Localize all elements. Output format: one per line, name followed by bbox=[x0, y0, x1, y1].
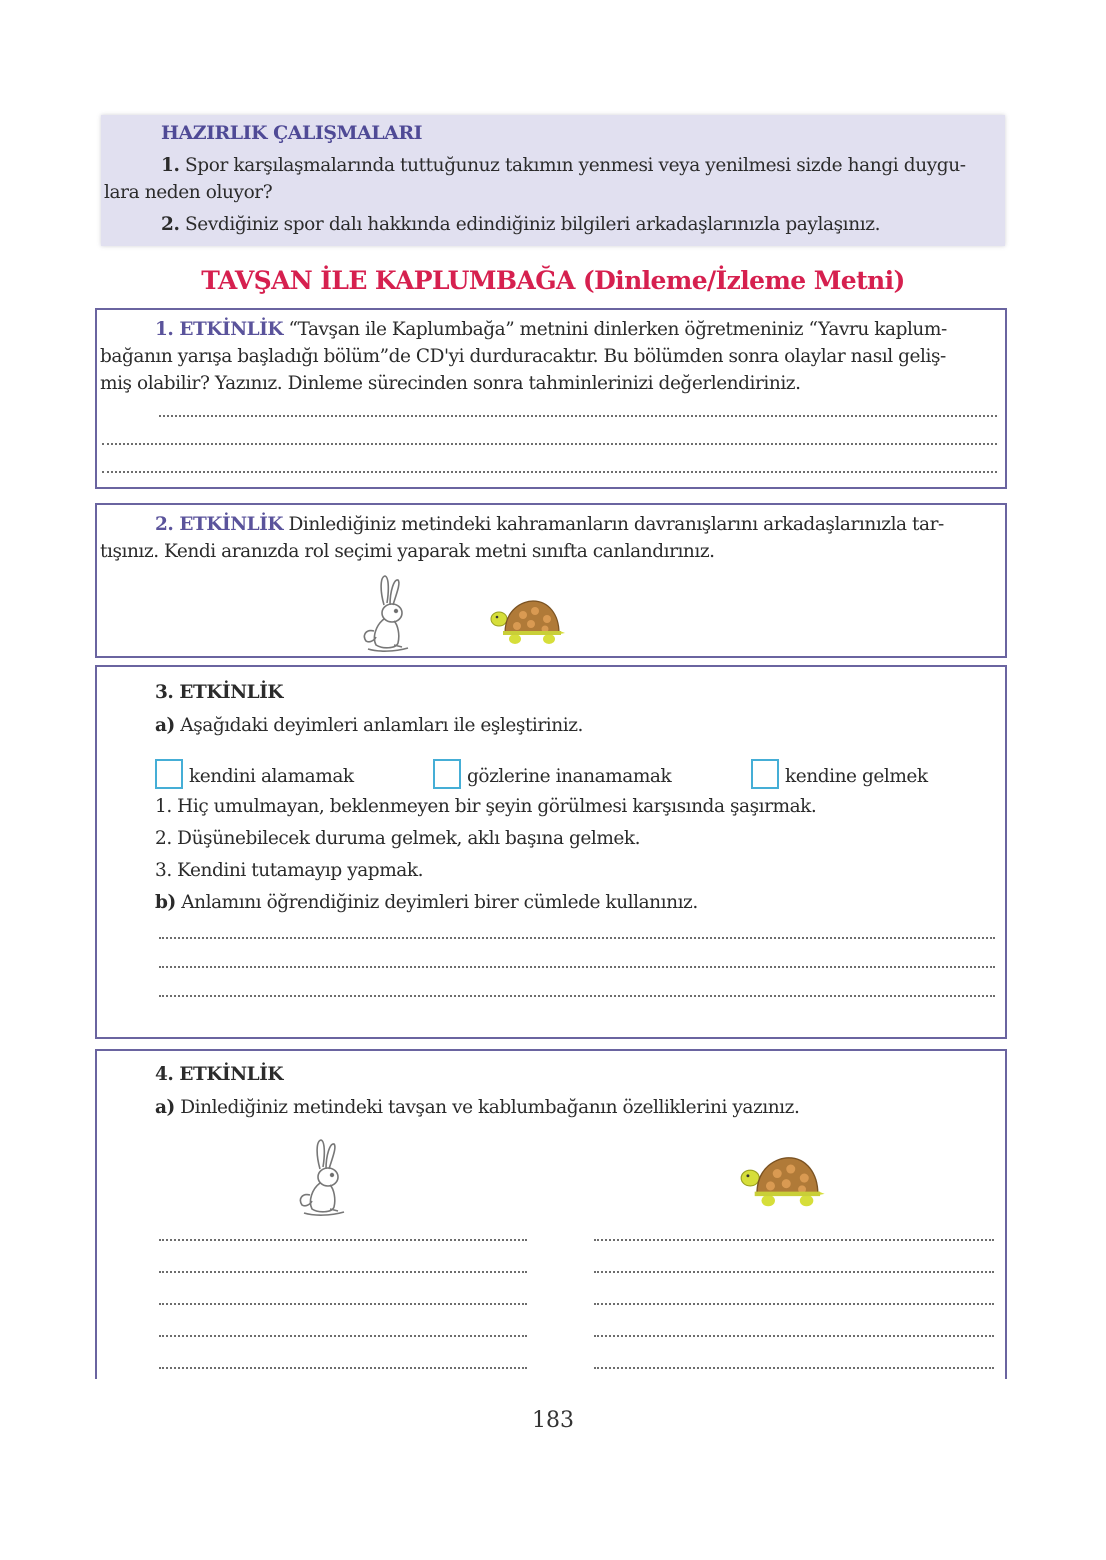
activity-3-part-a bbox=[155, 715, 583, 736]
meaning-2: 2. Düşünebilecek duruma gelmek, aklı başına gelmek. bbox=[155, 828, 641, 849]
activity-4-box bbox=[95, 1049, 1007, 1379]
turtle-answer-line[interactable] bbox=[594, 1271, 994, 1273]
preparation-question-2 bbox=[161, 214, 880, 235]
idiom-text: kendine gelmek bbox=[785, 766, 928, 787]
activity-3-box bbox=[95, 665, 1007, 1039]
page-title: TAVŞAN İLE KAPLUMBAĞA (Dinleme/İzleme Metni) bbox=[201, 266, 905, 295]
activity-3-label: 3. ETKİNLİK bbox=[155, 682, 284, 703]
rabbit-illustration bbox=[354, 573, 418, 655]
meaning-3: 3. Kendini tutamayıp yapmak. bbox=[155, 860, 424, 881]
question-text: Spor karşılaşmalarında tuttuğunuz takımın yenmesi veya yenilmesi sizde hangi duygu- bbox=[185, 155, 966, 176]
rabbit-answer-line[interactable] bbox=[159, 1367, 527, 1369]
turtle-answer-line[interactable] bbox=[594, 1303, 994, 1305]
answer-line[interactable] bbox=[159, 995, 995, 997]
preparation-title: HAZIRLIK ÇALIŞMALARI bbox=[161, 122, 423, 144]
activity-1-line-2: bağanın yarışa başladığı bölüm”de CD'yi durduracaktır. Bu bölümden sonra olaylar nasıl geliş- bbox=[100, 346, 946, 367]
activity-2-line-1 bbox=[155, 514, 944, 535]
turtle-answer-line[interactable] bbox=[594, 1335, 994, 1337]
answer-line[interactable] bbox=[102, 443, 997, 445]
activity-1-box bbox=[95, 308, 1007, 489]
part-letter: b) bbox=[155, 892, 176, 913]
answer-checkbox[interactable] bbox=[155, 759, 183, 789]
rabbit-answer-line[interactable] bbox=[159, 1239, 527, 1241]
activity-label: 2. ETKİNLİK bbox=[155, 514, 284, 535]
activity-text: Dinlediğiniz metindeki kahramanların davranışlarını arkadaşlarınızla tar- bbox=[288, 514, 944, 535]
idiom-item-1 bbox=[155, 762, 354, 792]
rabbit-answer-line[interactable] bbox=[159, 1271, 527, 1273]
part-letter: a) bbox=[155, 715, 175, 736]
question-text: Sevdiğiniz spor dalı hakkında edindiğiniz bilgileri arkadaşlarınızla paylaşınız. bbox=[185, 214, 881, 235]
part-letter: a) bbox=[155, 1097, 175, 1118]
idiom-item-2 bbox=[433, 762, 671, 792]
activity-2-line-2: tışınız. Kendi aranızda rol seçimi yaparak metni sınıfta canlandırınız. bbox=[100, 541, 715, 562]
activity-2-box bbox=[95, 503, 1007, 658]
preparation-question-1-cont: lara neden oluyor? bbox=[104, 182, 273, 203]
activity-text: “Tavşan ile Kaplumbağa” metnini dinlerken öğretmeniniz “Yavru kaplum- bbox=[288, 319, 947, 340]
activity-3-part-b bbox=[155, 892, 698, 913]
activity-1-line-1 bbox=[155, 319, 947, 340]
turtle-answer-line[interactable] bbox=[594, 1367, 994, 1369]
idiom-text: kendini alamamak bbox=[189, 766, 354, 787]
activity-4-label: 4. ETKİNLİK bbox=[155, 1064, 284, 1085]
rabbit-answer-line[interactable] bbox=[159, 1335, 527, 1337]
idiom-text: gözlerine inanamamak bbox=[467, 766, 672, 787]
question-number: 1. bbox=[161, 155, 180, 176]
rabbit-illustration bbox=[290, 1137, 354, 1219]
part-instruction: Anlamını öğrendiğiniz deyimleri birer cümlede kullanınız. bbox=[181, 892, 698, 913]
meaning-1: 1. Hiç umulmayan, beklenmeyen bir şeyin görülmesi karşısında şaşırmak. bbox=[155, 796, 817, 817]
answer-line[interactable] bbox=[159, 966, 995, 968]
answer-checkbox[interactable] bbox=[751, 759, 779, 789]
part-instruction: Aşağıdaki deyimleri anlamları ile eşleştiriniz. bbox=[180, 715, 583, 736]
answer-line[interactable] bbox=[159, 937, 995, 939]
activity-4-part-a bbox=[155, 1097, 799, 1118]
question-number: 2. bbox=[161, 214, 180, 235]
answer-line[interactable] bbox=[159, 415, 997, 417]
page-number: 183 bbox=[532, 1408, 574, 1433]
idiom-item-3 bbox=[751, 762, 928, 792]
preparation-question-1 bbox=[161, 155, 966, 176]
turtle-illustration bbox=[735, 1151, 833, 1213]
turtle-illustration bbox=[489, 595, 569, 650]
rabbit-answer-line[interactable] bbox=[159, 1303, 527, 1305]
activity-1-line-3: miş olabilir? Yazınız. Dinleme sürecinden sonra tahminlerinizi değerlendiriniz. bbox=[100, 373, 801, 394]
preparation-section bbox=[101, 115, 1005, 246]
part-instruction: Dinlediğiniz metindeki tavşan ve kablumbağanın özelliklerini yazınız. bbox=[180, 1097, 800, 1118]
answer-checkbox[interactable] bbox=[433, 759, 461, 789]
turtle-answer-line[interactable] bbox=[594, 1239, 994, 1241]
activity-label: 1. ETKİNLİK bbox=[155, 319, 284, 340]
answer-line[interactable] bbox=[102, 471, 997, 473]
